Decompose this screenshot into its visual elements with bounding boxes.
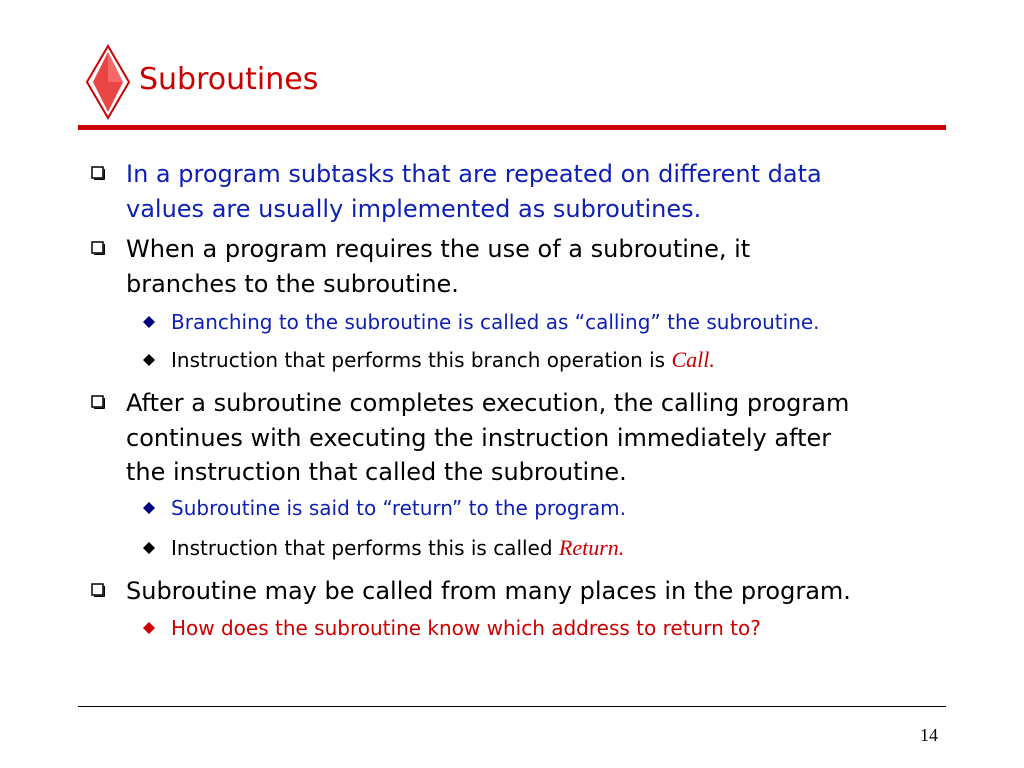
- footer-divider: [78, 706, 946, 707]
- sub-bullet-text: How does the subroutine know which address to return to?: [171, 616, 761, 640]
- bullet-text: When a program requires the use of a subroutine, it: [126, 235, 751, 263]
- bullet-text: the instruction that called the subroutine.: [126, 458, 627, 486]
- title-divider: [78, 125, 946, 130]
- keyword-return: Return.: [558, 535, 625, 560]
- slide-title: Subroutines: [139, 62, 319, 97]
- sub-bullet-text: Subroutine is said to “return” to the program.: [171, 496, 626, 520]
- filled-diamond-bullet-icon: [143, 622, 155, 634]
- sub-bullet-plain-text: Instruction that performs this is called: [171, 536, 559, 560]
- hollow-square-bullet-icon: [91, 166, 105, 180]
- sub-bullet-plain-text: Instruction that performs this branch operation is: [171, 348, 672, 372]
- bullet-text: In a program subtasks that are repeated on different data: [126, 160, 822, 188]
- filled-diamond-bullet-icon: [143, 542, 155, 554]
- filled-diamond-bullet-icon: [143, 354, 155, 366]
- sub-bullet-text: [171, 534, 624, 562]
- bullet-text: Subroutine may be called from many places in the program.: [126, 577, 851, 605]
- bullet-text: branches to the subroutine.: [126, 270, 459, 298]
- diamond-logo-icon: [85, 44, 131, 120]
- filled-diamond-bullet-icon: [143, 502, 155, 514]
- bullet-text: values are usually implemented as subroutines.: [126, 195, 702, 223]
- filled-diamond-bullet-icon: [143, 316, 155, 328]
- bullet-text: After a subroutine completes execution, the calling program: [126, 389, 850, 417]
- keyword-call: Call.: [671, 347, 715, 372]
- hollow-square-bullet-icon: [91, 241, 105, 255]
- hollow-square-bullet-icon: [91, 583, 105, 597]
- page-number: 14: [920, 725, 938, 745]
- sub-bullet-text: [171, 346, 715, 374]
- sub-bullet-text: Branching to the subroutine is called as “calling” the subroutine.: [171, 310, 820, 334]
- bullet-text: continues with executing the instruction immediately after: [126, 424, 832, 452]
- hollow-square-bullet-icon: [91, 395, 105, 409]
